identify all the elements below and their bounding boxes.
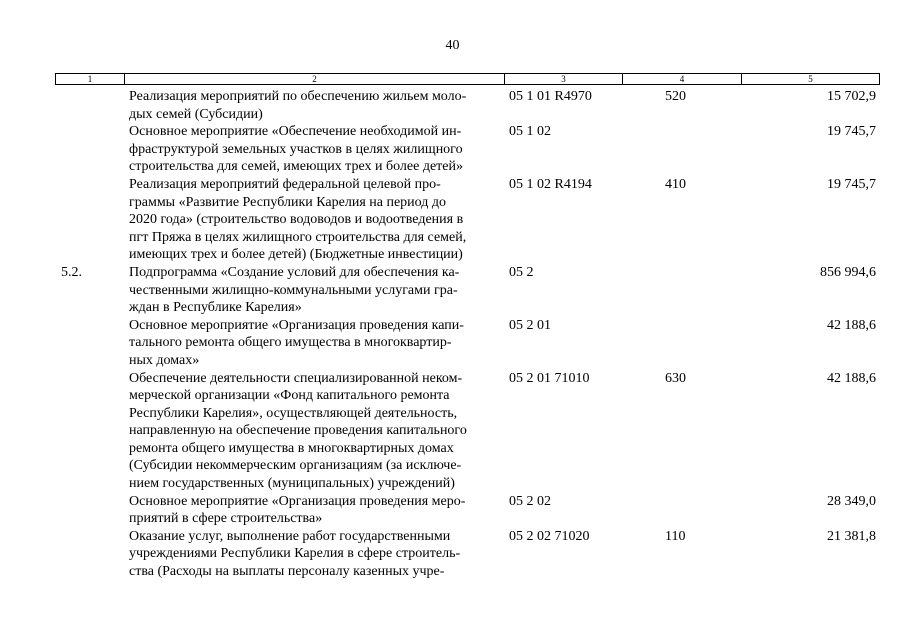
row-number: 5.2. bbox=[61, 264, 82, 280]
header-cell-2: 2 bbox=[125, 74, 505, 84]
header-cell-4: 4 bbox=[623, 74, 742, 84]
row-amount: 19 745,7 bbox=[827, 176, 876, 192]
row-expense-type: 410 bbox=[665, 176, 686, 192]
row-amount: 28 349,0 bbox=[827, 493, 876, 509]
table-row bbox=[55, 317, 880, 370]
row-description: Оказание услуг, выполнение работ государственными учреждениями Республики Карелия в сфере строитель- ства (Расходы на выплаты персоналу казенных учре- bbox=[129, 528, 461, 580]
page-number: 40 bbox=[445, 38, 460, 53]
row-amount: 42 188,6 bbox=[827, 370, 876, 386]
table-row bbox=[55, 370, 880, 493]
table-row bbox=[55, 528, 880, 581]
header-cell-3: 3 bbox=[505, 74, 623, 84]
table-row bbox=[55, 493, 880, 528]
header-cell-1: 1 bbox=[56, 74, 125, 84]
table-body bbox=[55, 88, 880, 581]
row-description: Реализация мероприятий по обеспечению жильем моло- дых семей (Субсидии) bbox=[129, 89, 467, 122]
table-row bbox=[55, 176, 880, 264]
row-code: 05 1 02 R4194 bbox=[509, 176, 592, 192]
table-row bbox=[55, 88, 880, 123]
row-description: Основное мероприятие «Организация проведения меро- приятий в сфере строительства» bbox=[129, 493, 466, 527]
row-code: 05 2 01 bbox=[509, 317, 551, 333]
table-row bbox=[55, 264, 880, 317]
row-code: 05 2 bbox=[509, 264, 534, 280]
row-amount: 42 188,6 bbox=[827, 317, 876, 333]
row-code: 05 1 01 R4970 bbox=[509, 89, 592, 104]
row-amount: 15 702,9 bbox=[827, 89, 876, 104]
row-expense-type: 110 bbox=[665, 528, 686, 544]
row-expense-type: 520 bbox=[665, 89, 686, 104]
row-code: 05 2 02 bbox=[509, 493, 551, 509]
row-code: 05 2 02 71020 bbox=[509, 528, 590, 544]
row-description: Основное мероприятие «Организация проведения капи- тального ремонта общего имущества в многоквартир- ных домах» bbox=[129, 317, 464, 368]
row-amount: 21 381,8 bbox=[827, 528, 876, 544]
row-expense-type: 630 bbox=[665, 370, 686, 386]
header-cell-5: 5 bbox=[808, 74, 813, 84]
table-row bbox=[55, 123, 880, 176]
row-code: 05 2 01 71010 bbox=[509, 370, 590, 386]
row-amount: 19 745,7 bbox=[827, 124, 876, 140]
row-description: Обеспечение деятельности специализированной неком- мерческой организации «Фонд капитального ремонта Республики Карелия», осуществляющей деятельность, направленную на обеспечение проведения капитального ремонта общего имущества в многоквартирных домах (Субсидии некоммерческим организациям (за исключе- нием государственных (муниципальных) учреждений) bbox=[129, 370, 467, 492]
row-code: 05 1 02 bbox=[509, 124, 551, 140]
row-description: Подпрограмма «Создание условий для обеспечения ка- чественными жилищно-коммунальными услугами гра- ждан в Республике Карелия» bbox=[129, 264, 460, 316]
row-description: Основное мероприятие «Обеспечение необходимой ин- фраструктурой земельных участков в целях жилищного строительства для семей, имеющих трех и более детей» bbox=[129, 124, 464, 175]
row-amount: 856 994,6 bbox=[820, 264, 876, 280]
row-description: Реализация мероприятий федеральной целевой про- граммы «Развитие Республики Карелия на период до 2020 года» (строительство водоводов и водоотведения в пгт Пряжа в целях жилищного строительства для семей, имеющих трех и более детей) (Бюджетные инвестиции) bbox=[129, 176, 467, 263]
table-header bbox=[55, 73, 880, 85]
